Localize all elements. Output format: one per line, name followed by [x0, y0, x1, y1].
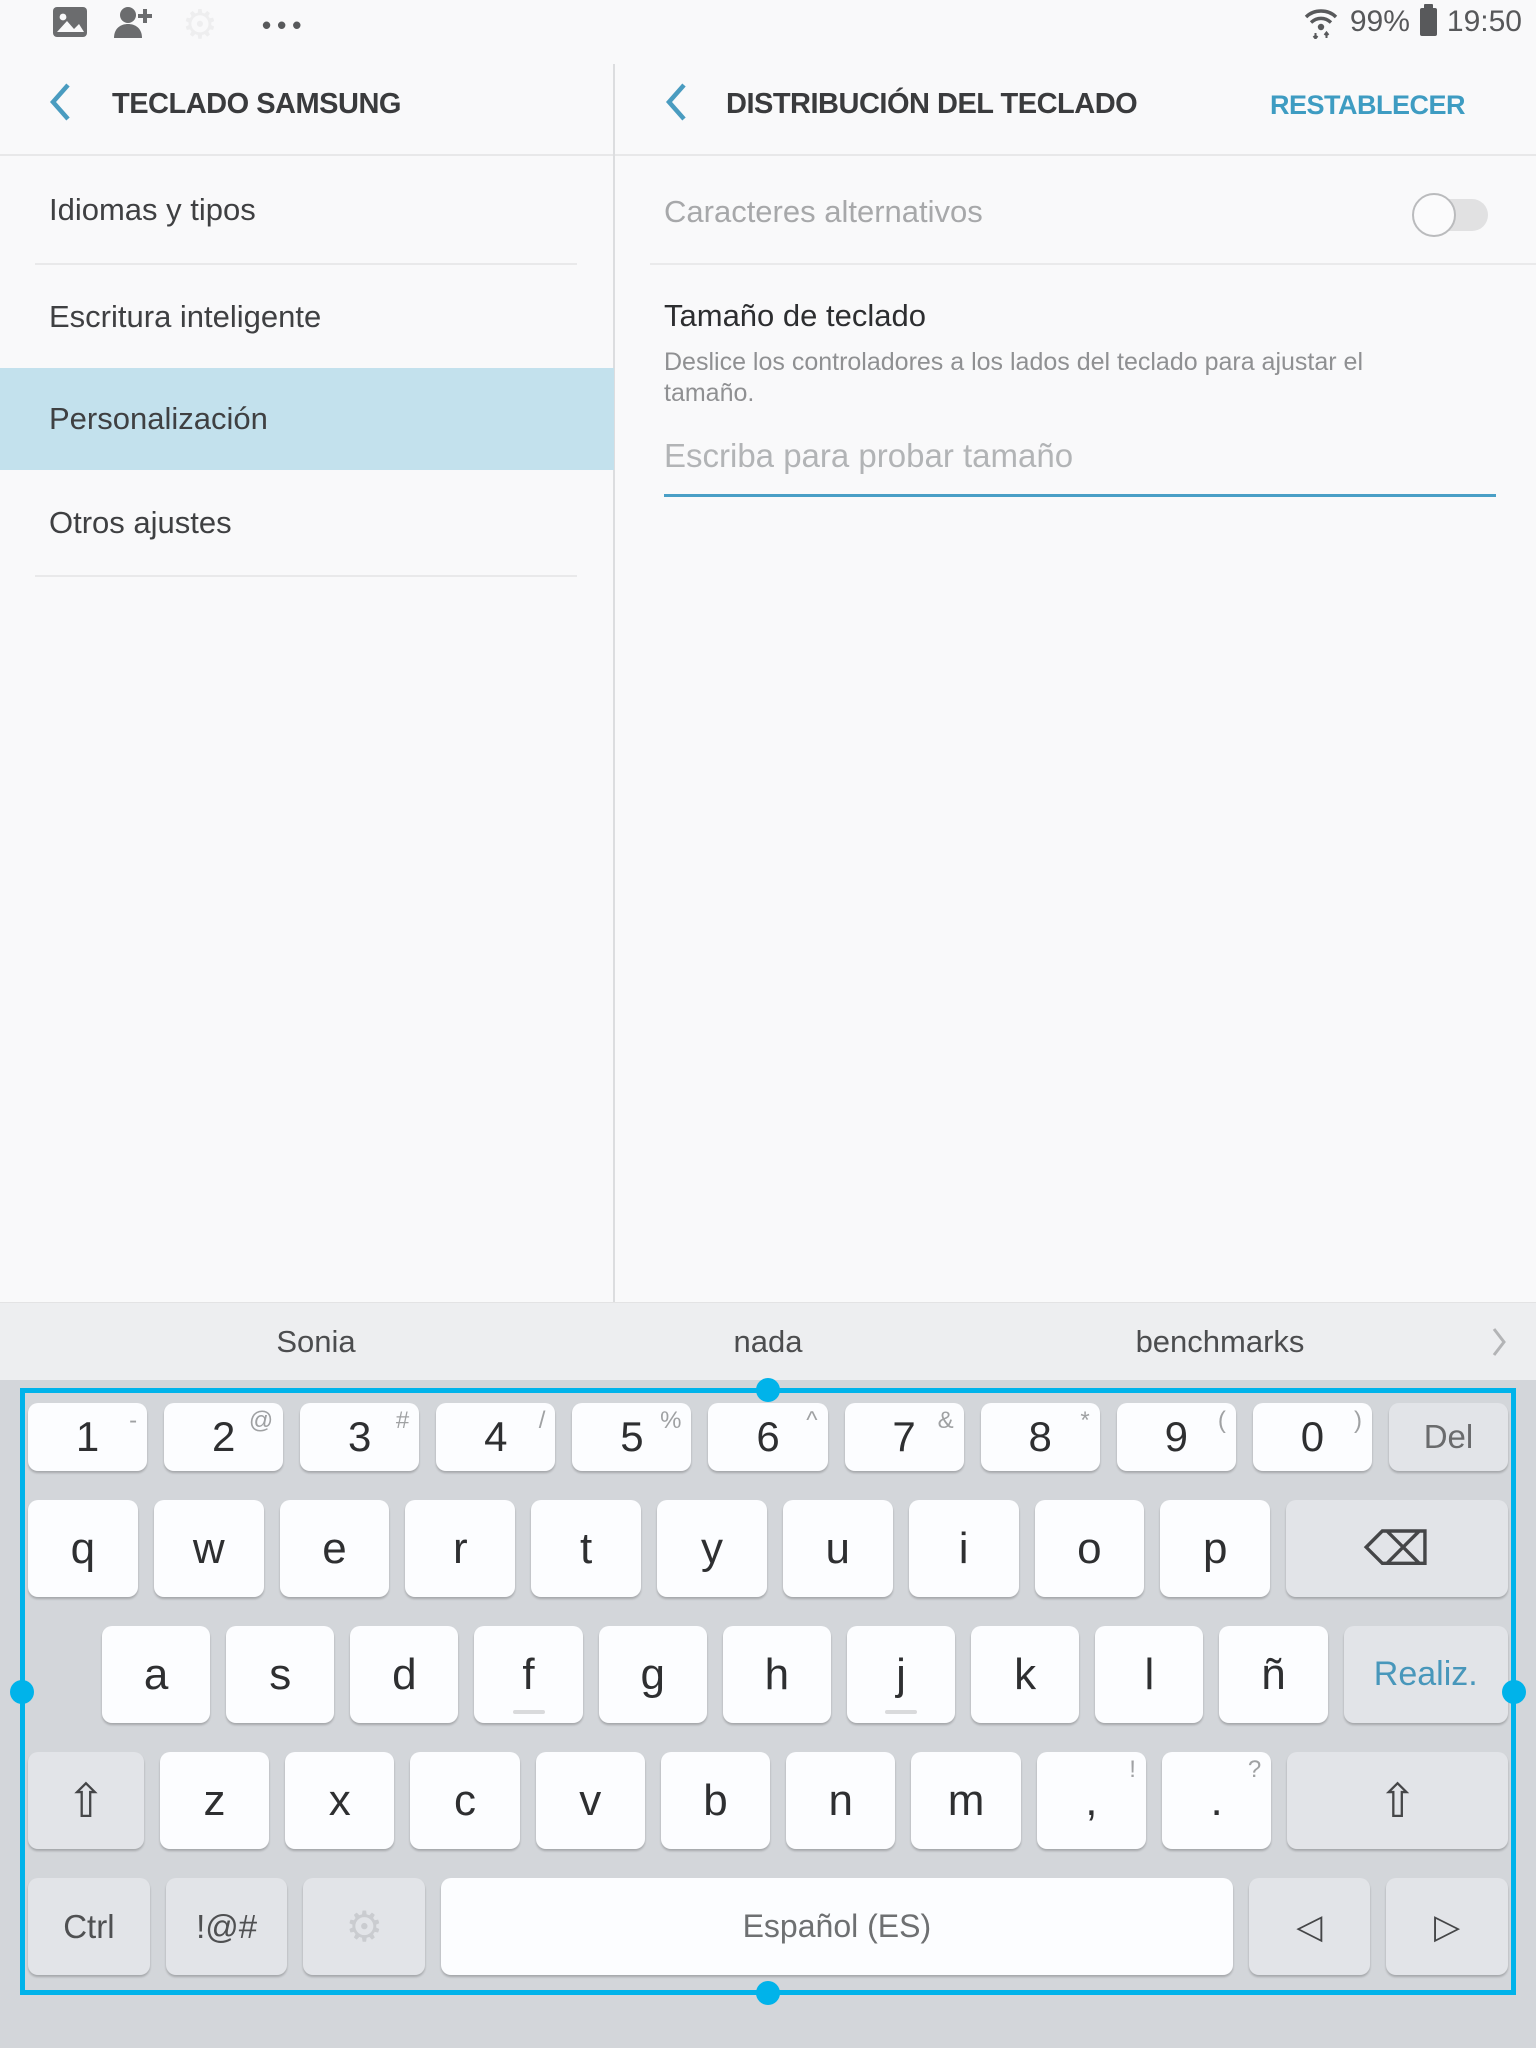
shift-right-key[interactable]: ⇧	[1287, 1752, 1508, 1849]
key-comma[interactable]: , !	[1037, 1752, 1146, 1849]
list-divider	[35, 575, 577, 577]
more-suggestions-chevron-icon[interactable]	[1490, 1325, 1508, 1364]
layout-settings-panel	[614, 155, 1536, 1302]
key-z[interactable]: z	[160, 1752, 269, 1849]
key-f[interactable]: f	[474, 1626, 582, 1723]
key-i[interactable]: i	[909, 1500, 1019, 1597]
key-c[interactable]: c	[410, 1752, 519, 1849]
suggestion-candidate-3[interactable]: benchmarks	[1135, 1323, 1305, 1359]
suggestion-candidate-2[interactable]: nada	[733, 1323, 803, 1359]
resize-handle-bottom[interactable]	[756, 1981, 780, 2005]
key-n[interactable]: n	[786, 1752, 895, 1849]
symbols-key[interactable]: !@#	[166, 1878, 288, 1975]
key-6[interactable]: 6 ^	[708, 1403, 827, 1471]
toggle-thumb	[1412, 193, 1456, 237]
cursor-left-key[interactable]: ◁	[1249, 1878, 1371, 1975]
clock: 19:50	[1446, 5, 1522, 38]
key-m[interactable]: m	[911, 1752, 1020, 1849]
key-9[interactable]: 9 (	[1117, 1403, 1236, 1471]
resize-handle-left[interactable]	[10, 1680, 34, 1704]
key-5[interactable]: 5 %	[572, 1403, 691, 1471]
key-e[interactable]: e	[280, 1500, 390, 1597]
key-t[interactable]: t	[531, 1500, 641, 1597]
size-test-input[interactable]	[664, 417, 1496, 497]
keyboard-resize-frame	[20, 1388, 1516, 1995]
key-k[interactable]: k	[971, 1626, 1079, 1723]
key-l[interactable]: l	[1095, 1626, 1203, 1723]
back-button-right-panel[interactable]	[664, 82, 704, 126]
more-notifications-dots: •••	[262, 10, 308, 40]
key-w[interactable]: w	[154, 1500, 264, 1597]
suggestion-bar	[0, 1302, 1536, 1380]
shift-left-key[interactable]: ⇧	[28, 1752, 144, 1849]
resize-handle-right[interactable]	[1502, 1680, 1526, 1704]
alt-characters-toggle[interactable]	[1414, 196, 1488, 232]
key-y[interactable]: y	[657, 1500, 767, 1597]
key-4[interactable]: 4 /	[436, 1403, 555, 1471]
sidebar-item-personalizacion[interactable]	[0, 368, 614, 470]
faint-app-notification-icon: ⚙	[182, 3, 218, 47]
key-1[interactable]: 1 -	[28, 1403, 147, 1471]
key-v[interactable]: v	[536, 1752, 645, 1849]
key-g[interactable]: g	[599, 1626, 707, 1723]
sidebar-item-otros-ajustes[interactable]	[0, 470, 614, 575]
key-s[interactable]: s	[226, 1626, 334, 1723]
cursor-right-key[interactable]: ▷	[1386, 1878, 1508, 1975]
key-period[interactable]: . ?	[1162, 1752, 1271, 1849]
keyboard-settings-gear-icon[interactable]: ⚙	[303, 1878, 425, 1975]
sidebar-item-label: Escritura inteligente	[49, 298, 322, 334]
keyboard-size-description: Deslice los controladores a los lados del teclado para ajustar el tamaño.	[664, 348, 1363, 407]
key-h[interactable]: h	[723, 1626, 831, 1723]
sidebar-item-label: Otros ajustes	[49, 504, 232, 540]
person-add-notification-icon	[112, 6, 156, 40]
suggestion-candidates	[90, 1303, 1446, 1380]
key-d[interactable]: d	[350, 1626, 458, 1723]
key-del[interactable]: Del	[1389, 1403, 1508, 1471]
status-bar	[0, 0, 1536, 47]
sidebar-item-label: Personalización	[49, 401, 268, 436]
backspace-key[interactable]: ⌫	[1286, 1500, 1508, 1597]
key-r[interactable]: r	[405, 1500, 515, 1597]
suggestion-candidate-1[interactable]: Sonia	[276, 1323, 356, 1359]
section-divider	[650, 263, 1536, 265]
keyboard-size-title: Tamaño de teclado	[664, 298, 926, 333]
key-7[interactable]: 7 &	[845, 1403, 964, 1471]
key-q[interactable]: q	[28, 1500, 138, 1597]
sidebar-item-label: Idiomas y tipos	[49, 191, 256, 227]
key-p[interactable]: p	[1160, 1500, 1270, 1597]
battery-percent: 99%	[1349, 5, 1410, 38]
key-3[interactable]: 3 #	[300, 1403, 419, 1471]
key-u[interactable]: u	[783, 1500, 893, 1597]
key-a[interactable]: a	[102, 1626, 210, 1723]
key-b[interactable]: b	[661, 1752, 770, 1849]
wifi-icon	[1302, 5, 1340, 39]
left-panel-title: TECLADO SAMSUNG	[112, 88, 401, 120]
key-j[interactable]: j	[847, 1626, 955, 1723]
battery-icon	[1420, 8, 1437, 36]
key-2[interactable]: 2 @	[164, 1403, 283, 1471]
key-8[interactable]: 8 *	[981, 1403, 1100, 1471]
ctrl-key[interactable]: Ctrl	[28, 1878, 150, 1975]
keyboard-rows	[28, 1403, 1508, 1975]
keyboard	[0, 1380, 1536, 2048]
key-o[interactable]: o	[1035, 1500, 1145, 1597]
sidebar-item-escritura[interactable]	[0, 265, 614, 368]
back-button-left-panel[interactable]	[48, 82, 88, 126]
enter-key[interactable]: Realiz.	[1344, 1626, 1508, 1723]
right-panel-title: DISTRIBUCIÓN DEL TECLADO	[726, 88, 1138, 120]
key-enye[interactable]: ñ	[1219, 1626, 1327, 1723]
space-key[interactable]: Español (ES)	[441, 1878, 1232, 1975]
resize-handle-top[interactable]	[756, 1378, 780, 1402]
image-notification-icon	[52, 6, 88, 38]
reset-button[interactable]: RESTABLECER	[1269, 90, 1465, 120]
sidebar-item-idiomas[interactable]	[0, 156, 614, 263]
key-x[interactable]: x	[285, 1752, 394, 1849]
alt-characters-label: Caracteres alternativos	[664, 194, 983, 229]
key-0[interactable]: 0 )	[1253, 1403, 1372, 1471]
